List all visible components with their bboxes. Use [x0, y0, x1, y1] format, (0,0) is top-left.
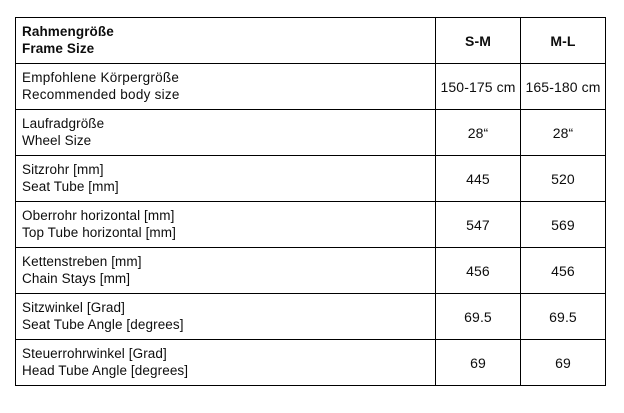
header-label-de: Rahmengröße — [22, 24, 114, 39]
header-label-cell — [16, 18, 436, 64]
row-label-cell — [16, 110, 436, 156]
value-cell-sm: 445 — [436, 156, 521, 202]
table-row-head-tube-angle — [16, 340, 606, 386]
value-cell-ml: 28“ — [521, 110, 606, 156]
value-cell-ml: 165-180 cm — [521, 64, 606, 110]
row-label-en: Seat Tube [mm] — [22, 178, 119, 194]
row-label-de: Steuerrohrwinkel [Grad] — [22, 346, 167, 361]
table-row-seat-tube-angle — [16, 294, 606, 340]
value-cell-ml: 69.5 — [521, 294, 606, 340]
row-label-de: Sitzrohr [mm] — [22, 162, 104, 177]
row-label-en: Seat Tube Angle [degrees] — [22, 316, 184, 332]
row-label-de: Oberrohr horizontal [mm] — [22, 208, 175, 223]
value-cell-sm: 456 — [436, 248, 521, 294]
row-label-en: Wheel Size — [22, 132, 92, 148]
row-label-cell — [16, 202, 436, 248]
header-row — [16, 18, 606, 64]
row-label-cell — [16, 64, 436, 110]
row-label-en: Chain Stays [mm] — [22, 270, 131, 286]
value-cell-ml: 520 — [521, 156, 606, 202]
value-cell-sm: 69 — [436, 340, 521, 386]
value-cell-sm: 28“ — [436, 110, 521, 156]
table-row-wheel-size — [16, 110, 606, 156]
row-label-cell — [16, 248, 436, 294]
value-cell-ml: 456 — [521, 248, 606, 294]
value-cell-sm: 150-175 cm — [436, 64, 521, 110]
column-header-ml: M-L — [521, 18, 606, 64]
frame-geometry-table — [15, 17, 606, 386]
row-label-cell — [16, 294, 436, 340]
row-label-cell — [16, 340, 436, 386]
column-header-sm: S-M — [436, 18, 521, 64]
row-label-de: Sitzwinkel [Grad] — [22, 300, 125, 315]
value-cell-ml: 569 — [521, 202, 606, 248]
table-row-chain-stays — [16, 248, 606, 294]
row-label-de: Empfohlene Körpergröße — [22, 70, 180, 85]
table-row-body-size — [16, 64, 606, 110]
value-cell-sm: 547 — [436, 202, 521, 248]
row-label-en: Recommended body size — [22, 86, 180, 102]
row-label-cell — [16, 156, 436, 202]
value-cell-sm: 69.5 — [436, 294, 521, 340]
row-label-en: Head Tube Angle [degrees] — [22, 362, 189, 378]
table-row-top-tube — [16, 202, 606, 248]
table-row-seat-tube — [16, 156, 606, 202]
value-cell-ml: 69 — [521, 340, 606, 386]
header-label-en: Frame Size — [22, 40, 95, 56]
row-label-de: Laufradgröße — [22, 116, 105, 131]
row-label-de: Kettenstreben [mm] — [22, 254, 142, 269]
row-label-en: Top Tube horizontal [mm] — [22, 224, 176, 240]
